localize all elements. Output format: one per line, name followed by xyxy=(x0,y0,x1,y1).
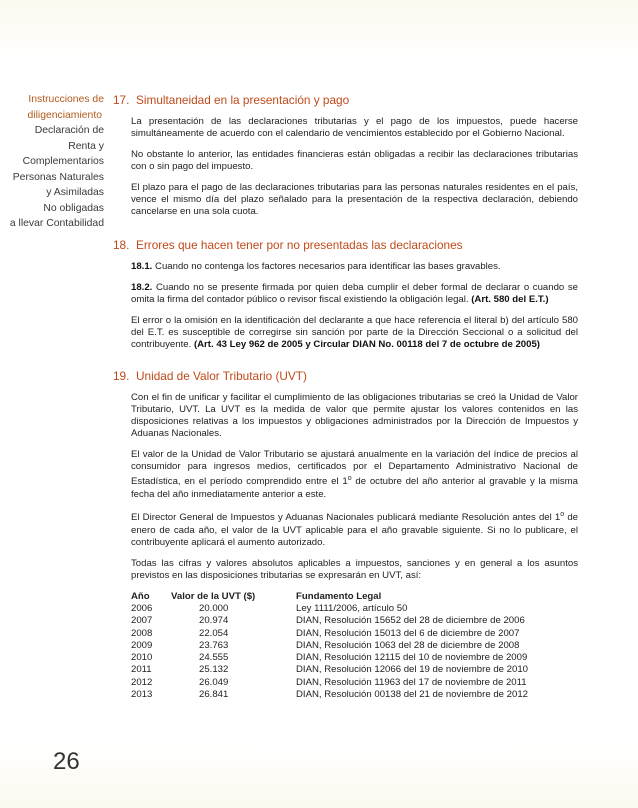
section-number: 17. xyxy=(113,93,130,107)
sidebar-line: y Asimiladas xyxy=(46,187,104,198)
cell-year: 2013 xyxy=(131,689,153,701)
legal-reference: (Art. 580 del E.T.) xyxy=(471,293,549,305)
column-header-value: Valor de la UVT ($) xyxy=(171,590,256,602)
sidebar-line: No obligadas xyxy=(43,202,104,214)
section-title: Errores que hacen tener por no presentadas las declaraciones xyxy=(136,237,463,252)
cell-year: 2008 xyxy=(131,627,153,639)
paragraph: El plazo para el pago de las declaraciones tributarias para las personas naturales residentes en el país, vence el mismo día del plazo señalado para la presentación de la respectiva declaración, debiendo cancelarse en una sola cuota. xyxy=(131,181,578,218)
paragraph xyxy=(131,449,578,501)
cell-uvt-value: 26.841 xyxy=(199,689,229,701)
cell-year: 2006 xyxy=(131,602,153,614)
paragraph-text: El error o la omisión en la identificación del declarante a que hace referencia el literal b) del artículo 580 del E.T. es susceptible de corregirse sin sanción por parte de la Dirección Seccional o a solicitud del contribuyente. xyxy=(131,314,578,350)
paragraph: La presentación de las declaraciones tributarias y el pago de los impuestos, puede hacerse simultáneamente de acuerdo con el calendario de vencimientos establecido por el Gobierno Nacional. xyxy=(131,116,578,140)
table-row xyxy=(131,640,528,652)
sidebar-line: a llevar Contabilidad xyxy=(9,218,104,229)
section-19 xyxy=(113,368,580,702)
table-row xyxy=(131,689,528,701)
paragraph xyxy=(131,509,578,549)
list-item xyxy=(131,282,578,306)
item-text: Cuando no contenga los factores necesarios para identificar las bases gravables. xyxy=(152,260,501,272)
table-row xyxy=(131,664,528,676)
table-row xyxy=(131,677,528,689)
sidebar-line: Instrucciones de xyxy=(28,94,104,105)
page-number: 26 xyxy=(53,748,80,775)
cell-uvt-value: 25.132 xyxy=(199,664,229,676)
section-heading xyxy=(113,92,580,108)
cell-legal-basis: DIAN, Resolución 12115 del 10 de noviembre de 2009 xyxy=(296,652,528,664)
paragraph xyxy=(131,315,578,352)
cell-uvt-value: 26.049 xyxy=(199,676,229,688)
section-18 xyxy=(113,237,580,351)
sidebar-line: Declaración de xyxy=(34,125,104,136)
cell-uvt-value: 20.974 xyxy=(199,615,229,627)
sidebar-line: Personas Naturales xyxy=(12,171,104,183)
superscript: o xyxy=(560,511,565,519)
paragraph-text: de enero de cada año, el valor de la UVT aplicable para el año gravable siguiente. Si no lo publicare, el contribuyente aplicará el aumento autorizado. xyxy=(131,512,578,549)
cell-legal-basis: Ley 1111/2006, artículo 50 xyxy=(296,602,408,614)
cell-year: 2007 xyxy=(131,615,153,627)
item-text: Cuando no se presente firmada por quien deba cumplir el deber formal de declarar o cuando se omita la firma del contador público o revisor fiscal existiendo la obligación legal. xyxy=(131,281,578,305)
cell-uvt-value: 24.555 xyxy=(199,652,229,664)
table-row xyxy=(131,652,528,664)
column-header-year: Año xyxy=(131,590,150,602)
main-content xyxy=(113,92,580,701)
legal-reference: (Art. 43 Ley 962 de 2005 y Circular DIAN No. 00118 del 7 de octubre de 2005) xyxy=(193,338,541,350)
paragraph: Todas las cifras y valores absolutos aplicables a impuestos, sanciones y en general a los asuntos previstos en las disposiciones tributarias se expresarán en UVT, así: xyxy=(131,557,578,581)
table-row xyxy=(131,628,528,640)
cell-uvt-value: 23.763 xyxy=(199,639,229,651)
cell-legal-basis: DIAN, Resolución 12066 del 19 de noviembre de 2010 xyxy=(296,664,529,676)
cell-legal-basis: DIAN, Resolución 11963 del 17 de noviembre de 2011 xyxy=(296,676,527,688)
cell-year: 2010 xyxy=(131,652,153,664)
sidebar-line: Complementarios xyxy=(22,156,104,167)
cell-year: 2011 xyxy=(131,664,152,676)
column-header-legal: Fundamento Legal xyxy=(296,590,382,602)
cell-legal-basis: DIAN, Resolución 1063 del 28 de diciembre de 2008 xyxy=(296,639,520,651)
cell-year: 2009 xyxy=(131,639,153,651)
paragraph-text: El valor de la Unidad de Valor Tributario se ajustará anualmente en la variación del índice de precios al consumidor para ingresos medios, certificados por el Departamento Administrativo Nacional de Estadística, en el período comprendido entre el 1 xyxy=(131,448,578,488)
cell-legal-basis: DIAN, Resolución 00138 del 21 de noviembre de 2012 xyxy=(296,689,529,701)
cell-uvt-value: 22.054 xyxy=(199,627,229,639)
paragraph: Con el fin de unificar y facilitar el cumplimiento de las obligaciones tributarias se creó la Unidad de Valor Tributario, UVT. La UVT es la medida de valor que permite ajustar los valores contenidos en las disposiciones relativas a los impuestos y obligaciones administrados por la Dirección de Impuestos y Aduanas Nacionales. xyxy=(131,391,578,440)
table-row xyxy=(131,603,528,615)
paragraph: No obstante lo anterior, las entidades financieras están obligadas a recibir las declaraciones tributarias con o sin pago del impuesto. xyxy=(131,148,578,173)
cell-uvt-value: 20.000 xyxy=(199,602,229,614)
table-row xyxy=(131,615,528,627)
section-title: Unidad de Valor Tributario (UVT) xyxy=(136,368,307,383)
section-17 xyxy=(113,92,580,218)
section-number: 18. xyxy=(113,237,130,252)
cell-year: 2012 xyxy=(131,676,153,688)
item-label: 18.1. xyxy=(131,260,153,272)
cell-legal-basis: DIAN, Resolución 15652 del 28 de diciembre de 2006 xyxy=(296,615,525,627)
paragraph-text: El Director General de Impuestos y Aduanas Nacionales publicará mediante Resolución antes del 1 xyxy=(131,512,561,524)
sidebar-line: diligenciamiento xyxy=(27,109,102,121)
section-title: Simultaneidad en la presentación y pago xyxy=(136,93,350,107)
paragraph-text: de octubre del año anterior al gravable y la misma fecha del año inmediatamente anterior a este. xyxy=(131,476,578,500)
cell-legal-basis: DIAN, Resolución 15013 del 6 de diciembre de 2007 xyxy=(296,627,520,639)
section-heading xyxy=(113,237,580,253)
section-heading xyxy=(113,368,580,384)
uvt-table xyxy=(131,591,528,702)
item-label: 18.2. xyxy=(131,281,153,293)
sidebar-line: Renta y xyxy=(68,140,104,152)
section-number: 19. xyxy=(113,368,130,383)
table-header-row xyxy=(131,591,528,603)
superscript: o xyxy=(347,475,352,483)
list-item xyxy=(131,261,578,273)
sidebar-document-title xyxy=(2,92,104,232)
